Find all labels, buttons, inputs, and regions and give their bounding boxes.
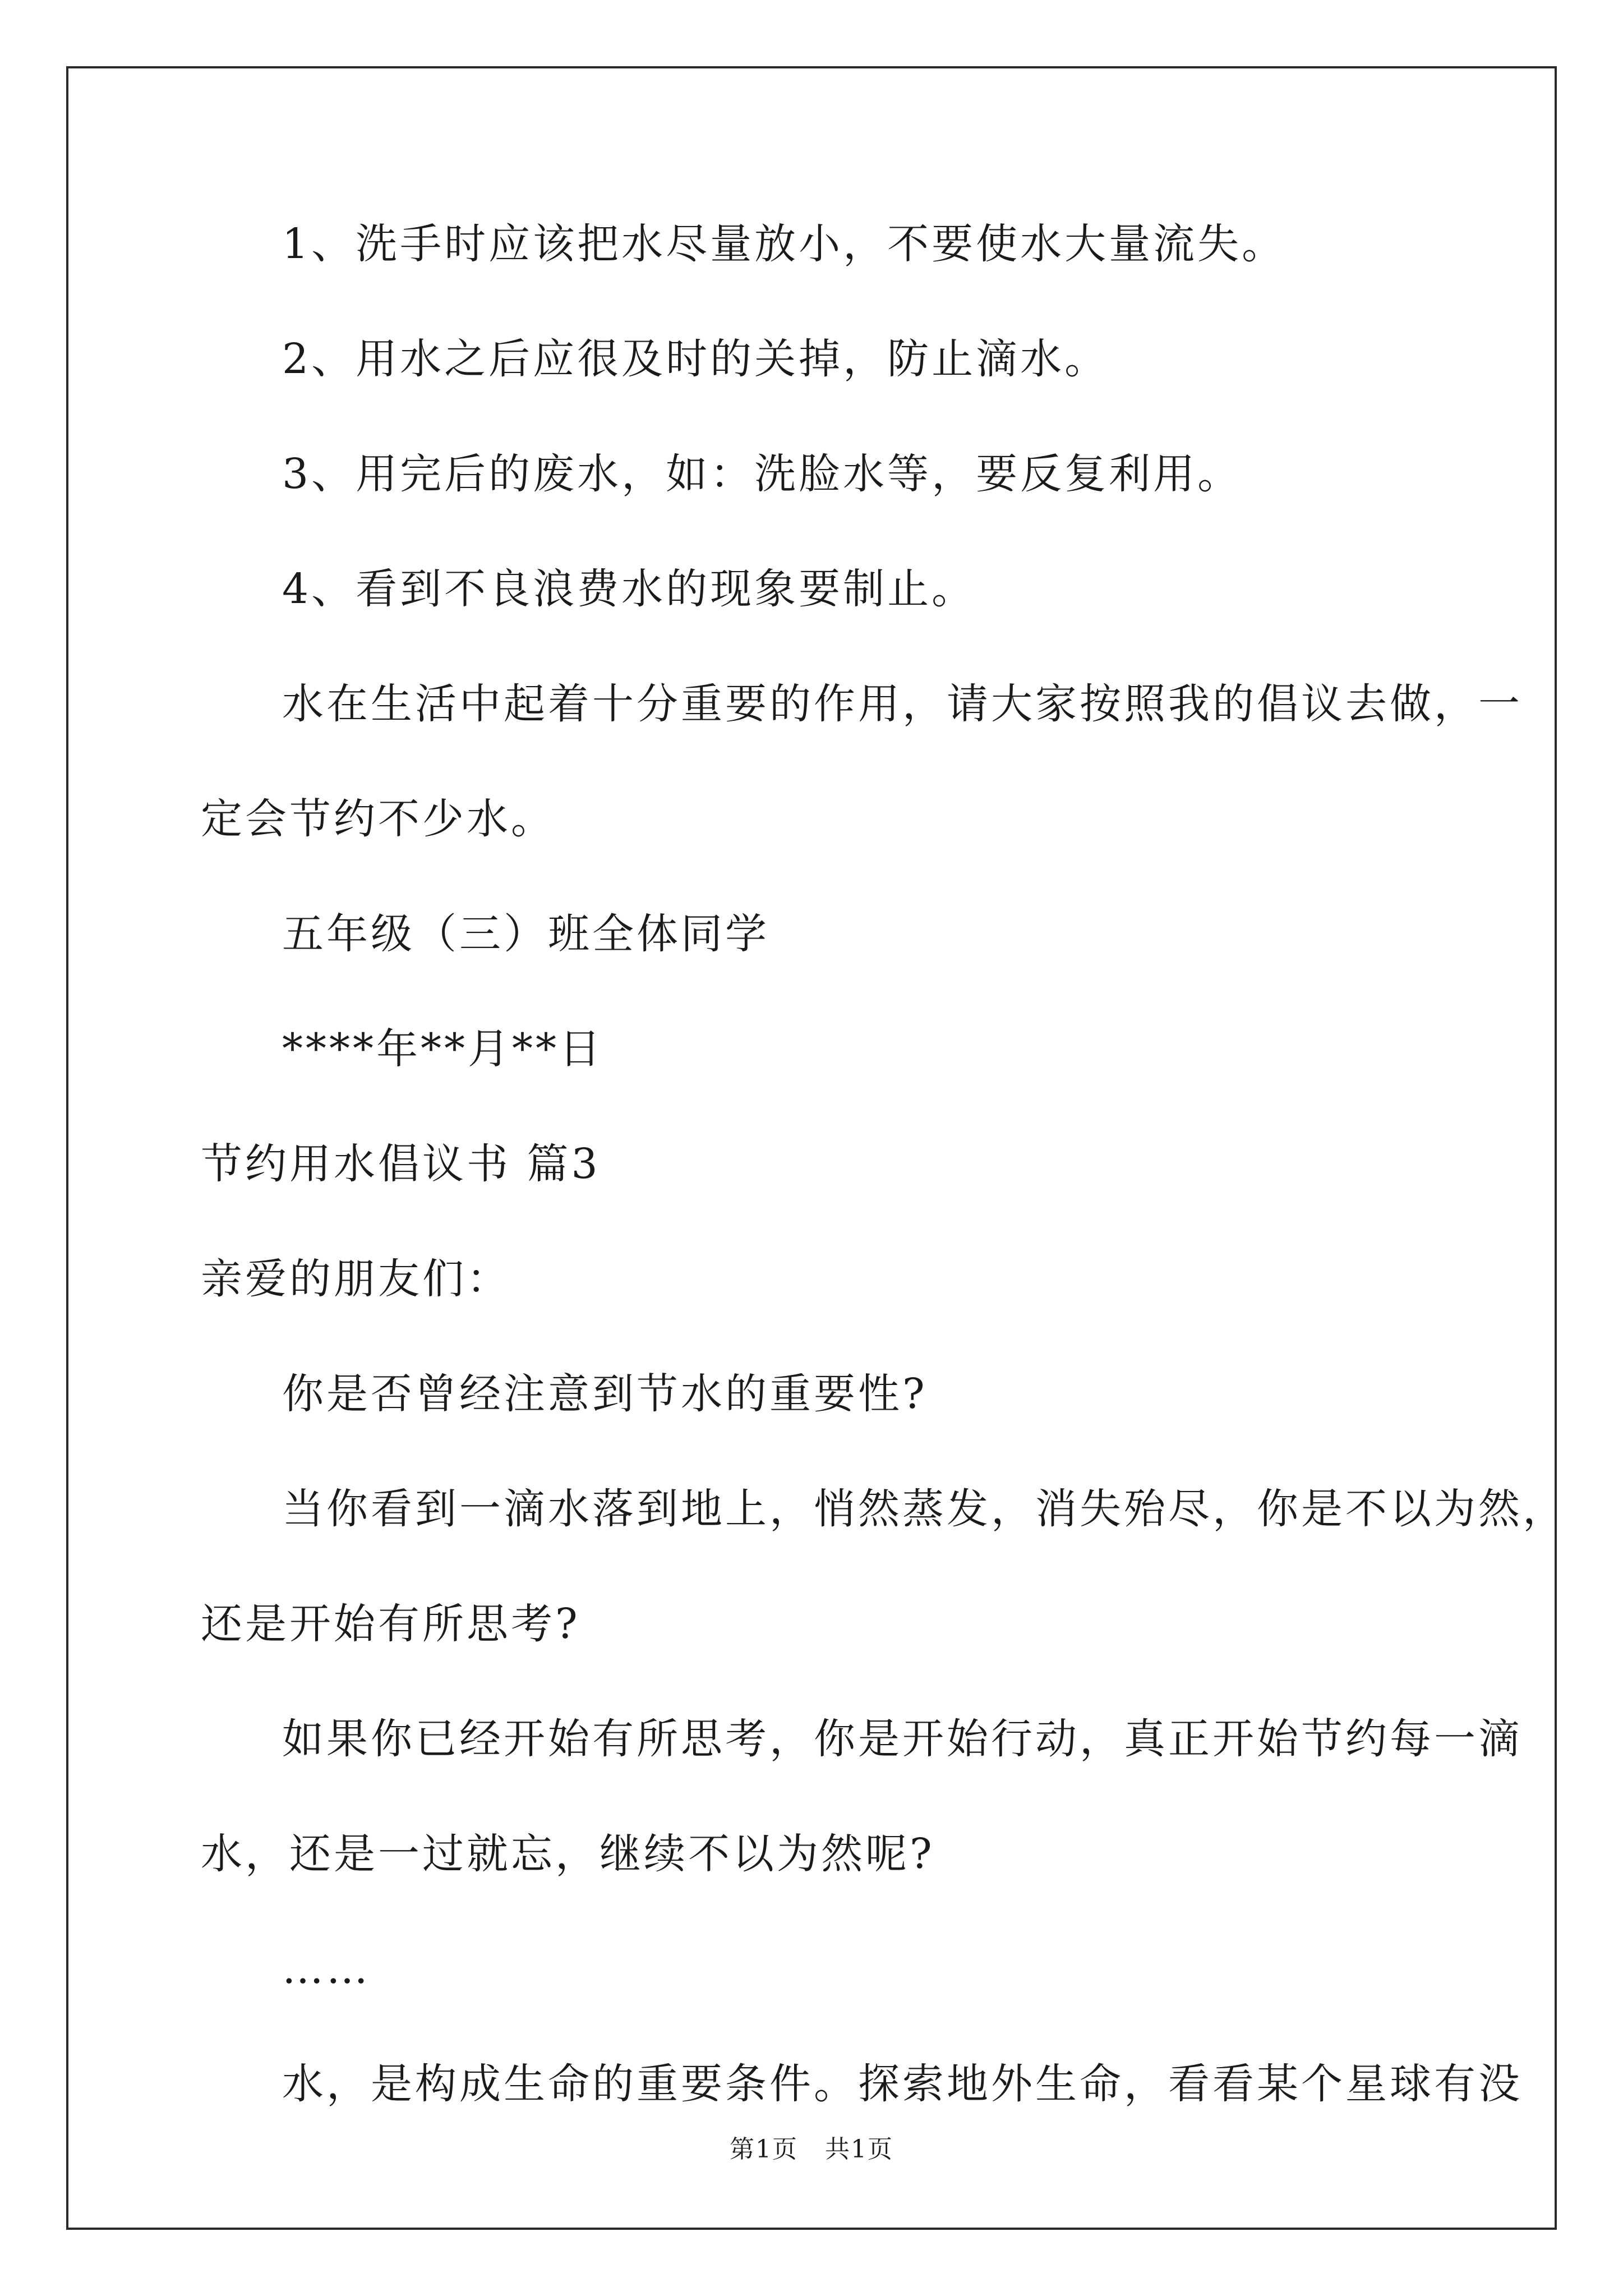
signature-line: 五年级（三）班全体同学 [282, 910, 769, 958]
paragraph-line: 还是开始有所思考? [201, 1600, 580, 1648]
paragraph-line: 水，是构成生命的重要条件。探索地外生命，看看某个星球有没 [282, 2060, 1523, 2108]
page-footer: 第1页 共1页 [730, 2135, 893, 2164]
paragraph-line: 你是否曾经注意到节水的重要性? [282, 1370, 928, 1418]
list-item-2: 2、用水之后应很及时的关掉，防止滴水。 [282, 335, 1109, 383]
list-item-1: 1、洗手时应该把水尽量放小，不要使水大量流失。 [282, 220, 1287, 268]
paragraph-line: 如果你已经开始有所思考，你是开始行动，真正开始节约每一滴 [282, 1715, 1523, 1763]
list-item-3: 3、用完后的废水，如：洗脸水等，要反复利用。 [282, 450, 1242, 498]
paragraph-line: 水，还是一过就忘，继续不以为然呢? [201, 1830, 935, 1878]
paragraph-line: 当你看到一滴水落到地上，悄然蒸发，消失殆尽，你是不以为然， [282, 1485, 1567, 1533]
ellipsis-line: …… [282, 1945, 371, 1993]
salutation: 亲爱的朋友们： [201, 1255, 511, 1303]
paragraph-line: 水在生活中起着十分重要的作用，请大家按照我的倡议去做，一 [282, 680, 1523, 728]
section-heading: 节约用水倡议书 篇3 [201, 1140, 601, 1188]
paragraph-line: 定会节约不少水。 [201, 795, 555, 843]
date-line: ****年**月**日 [282, 1025, 603, 1073]
list-item-4: 4、看到不良浪费水的现象要制止。 [282, 565, 976, 613]
